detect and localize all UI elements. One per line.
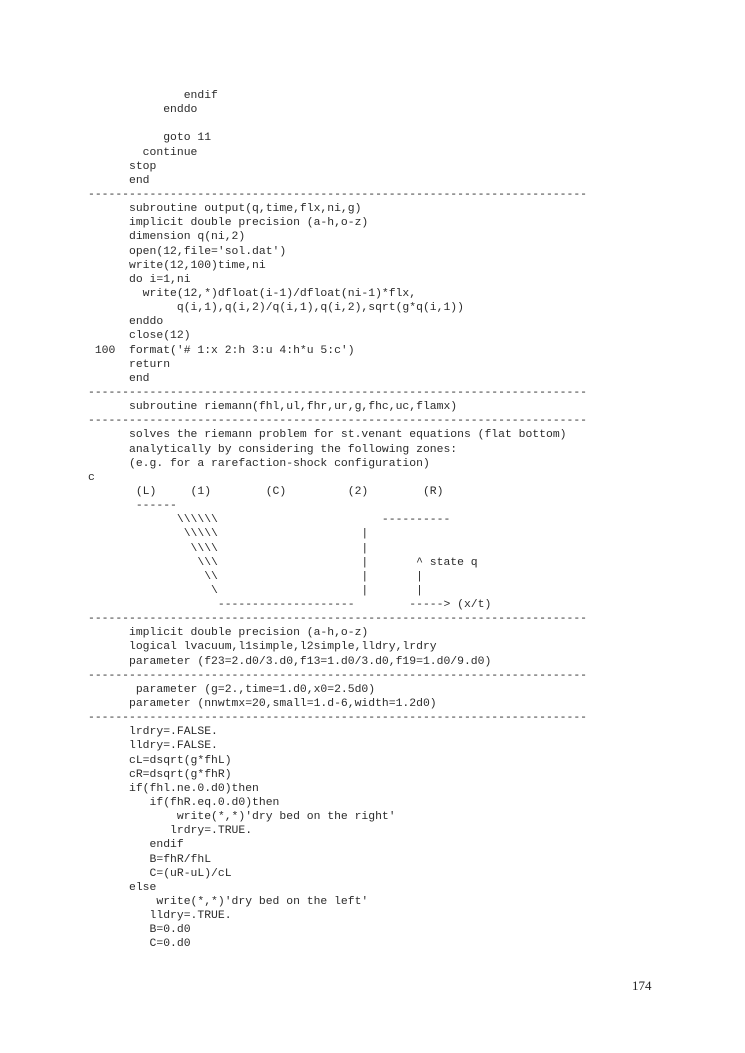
code-line: parameter (f23=2.d0/3.d0,f13=1.d0/3.d0,f19=1.d0/9.d0) xyxy=(88,655,492,668)
code-line: \\\ | ^ state q xyxy=(88,556,478,569)
code-line: solves the riemann problem for st.venant equations (flat bottom) xyxy=(88,429,567,442)
code-line: write(*,*)'dry bed on the right' xyxy=(88,811,396,824)
separator-line: ------------------------------------------------------------------------- xyxy=(88,669,587,682)
code-line: endif xyxy=(88,90,218,102)
separator-line: ------------------------------------------------------------------------- xyxy=(88,415,587,428)
code-line: if(fhl.ne.0.d0)then xyxy=(88,782,259,795)
fortran-code-listing xyxy=(88,89,587,952)
code-line: stop xyxy=(88,160,157,173)
code-line: parameter (g=2.,time=1.d0,x0=2.5d0) xyxy=(88,683,376,696)
code-line: 100 format('# 1:x 2:h 3:u 4:h*u 5:c') xyxy=(88,344,355,357)
code-line: lldry=.TRUE. xyxy=(88,910,232,923)
separator-line: ------------------------------------------------------------------------- xyxy=(88,613,587,626)
code-line xyxy=(88,117,587,131)
page-number: 174 xyxy=(632,978,652,993)
code-line: \ | | xyxy=(88,584,423,597)
code-line: \\\\ | xyxy=(88,542,369,555)
code-line: endif xyxy=(88,839,184,852)
separator-line: ------------------------------------------------------------------------- xyxy=(88,712,587,725)
code-line: logical lvacuum,l1simple,l2simple,lldry,lrdry xyxy=(88,641,437,654)
separator-line: ------------------------------------------------------------------------- xyxy=(88,386,587,399)
code-line: (L) (1) (C) (2) (R) xyxy=(88,485,444,498)
code-line: B=0.d0 xyxy=(88,924,191,937)
code-line: else xyxy=(88,881,157,894)
code-line: do i=1,ni xyxy=(88,273,191,286)
code-line: continue xyxy=(88,146,198,159)
code-line: enddo xyxy=(88,316,164,329)
code-line: lrdry=.FALSE. xyxy=(88,726,218,739)
code-line: (e.g. for a rarefaction-shock configuration) xyxy=(88,457,430,470)
code-line: dimension q(ni,2) xyxy=(88,231,246,244)
code-line: implicit double precision (a-h,o-z) xyxy=(88,217,369,230)
code-line: end xyxy=(88,372,150,385)
code-line: open(12,file='sol.dat') xyxy=(88,245,287,258)
code-line: if(fhR.eq.0.d0)then xyxy=(88,797,280,810)
code-line: close(12) xyxy=(88,330,191,343)
code-line: lldry=.FALSE. xyxy=(88,740,218,753)
code-line: parameter (nnwtmx=20,small=1.d-6,width=1.2d0) xyxy=(88,698,437,711)
code-line: cR=dsqrt(g*fhR) xyxy=(88,768,232,781)
separator-line: ------------------------------------------------------------------------- xyxy=(88,188,587,201)
code-line: analytically by considering the following zones: xyxy=(88,443,458,456)
code-line: C=(uR-uL)/cL xyxy=(88,867,232,880)
code-line: return xyxy=(88,358,171,371)
code-line: subroutine riemann(fhl,ul,fhr,ur,g,fhc,uc,flamx) xyxy=(88,401,458,414)
code-line: lrdry=.TRUE. xyxy=(88,825,253,838)
code-line: implicit double precision (a-h,o-z) xyxy=(88,627,369,640)
code-line: \\ | | xyxy=(88,570,423,583)
code-line: \\\\\\ ---------- xyxy=(88,514,451,527)
code-line: C=0.d0 xyxy=(88,938,191,951)
code-line: end xyxy=(88,174,150,187)
code-line: enddo xyxy=(88,104,198,117)
code-line: q(i,1),q(i,2)/q(i,1),q(i,2),sqrt(g*q(i,1)) xyxy=(88,302,464,315)
code-line: write(12,*)dfloat(i-1)/dfloat(ni-1)*flx, xyxy=(88,287,417,300)
code-line: \\\\\ | xyxy=(88,528,369,541)
code-line: B=fhR/fhL xyxy=(88,853,212,866)
code-line: subroutine output(q,time,flx,ni,g) xyxy=(88,203,362,216)
code-line: write(*,*)'dry bed on the left' xyxy=(88,896,369,909)
code-line: write(12,100)time,ni xyxy=(88,259,266,272)
code-line: -------------------- -----> (x/t) xyxy=(88,599,492,612)
code-line: cL=dsqrt(g*fhL) xyxy=(88,754,232,767)
code-line: ------ xyxy=(88,500,177,513)
code-line: c xyxy=(88,471,95,484)
code-line: goto 11 xyxy=(88,132,212,145)
